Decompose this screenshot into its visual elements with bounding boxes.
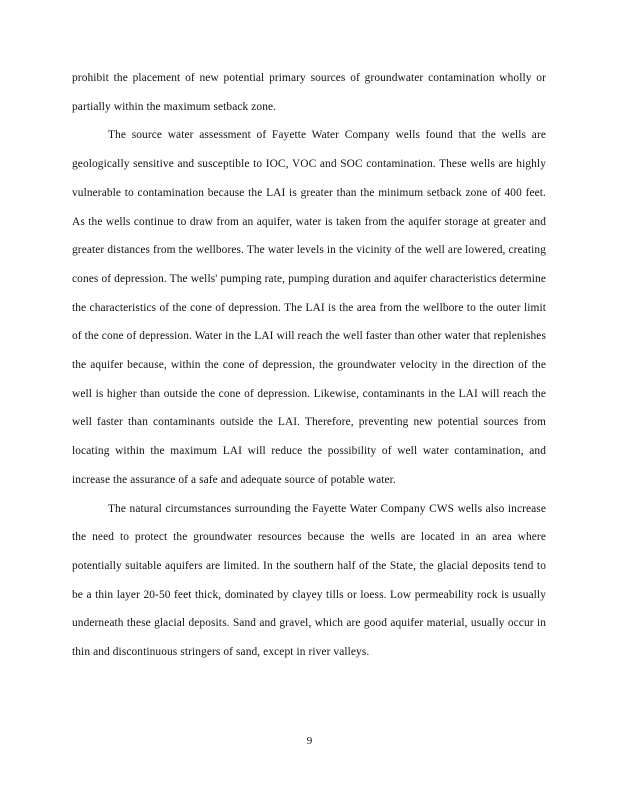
paragraph-continuation: prohibit the placement of new potential primary sources of groundwater contamination wholly or partially within the maximum setback zone.: [72, 72, 546, 113]
paragraph-natural-circumstances: The natural circumstances surrounding the Fayette Water Company CWS wells also increase the need to protect the groundwater resources because the wells are located in an area where potentially suitable aquifers are limited. In the southern half of the State, the glacial deposits tend to be a thin layer 20-50 feet thick, dominated by clayey tills or loess. Low permeability rock is usually underneath these glacial deposits. Sand and gravel, which are good aquifer material, usually occur in thin and discontinuous stringers of sand, except in river valleys.: [72, 502, 546, 659]
body-text: [72, 64, 546, 667]
paragraph-source-water-assessment: The source water assessment of Fayette Water Company wells found that the wells are geologically sensitive and susceptible to IOC, VOC and SOC contamination. These wells are highly vulnerable to contamination because the LAI is greater than the minimum setback zone of 400 feet. As the wells continue to draw from an aquifer, water is taken from the aquifer storage at greater and greater distances from the wellbores. The water levels in the vicinity of the well are lowered, creating cones of depression. The wells' pumping rate, pumping duration and aquifer characteristics determine the characteristics of the cone of depression. The LAI is the area from the wellbore to the outer limit of the cone of depression. Water in the LAI will reach the well faster than other water that replenishes the aquifer because, within the cone of depression, the groundwater velocity in the direction of the well is higher than outside the cone of depression. Likewise, contaminants in the LAI will reach the well faster than contaminants outside the LAI. Therefore, preventing new potential sources from locating within the maximum LAI will reduce the possibility of well water contamination, and increase the assurance of a safe and adequate source of potable water.: [72, 129, 546, 486]
page-number: 9: [306, 735, 313, 747]
